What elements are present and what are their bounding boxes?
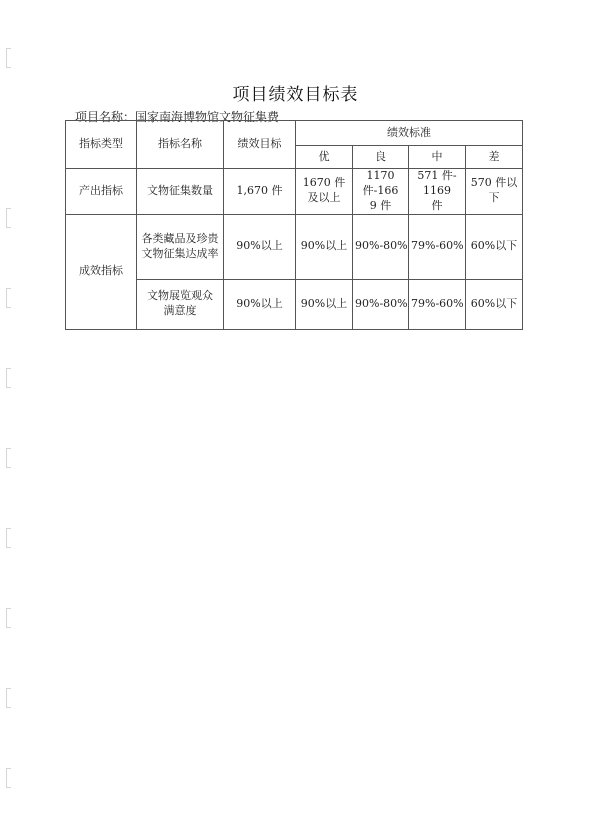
header-indicator-type: 指标类型 [66,121,137,169]
grade-poor-value: 60%以下 [466,214,523,279]
grade-poor-value: 60%以下 [466,279,523,329]
grade-medium: 中 [409,146,466,169]
indicator-type: 产出指标 [66,169,137,215]
indicator-name: 文物征集数量 [137,169,224,215]
grade-excellent: 优 [296,146,353,169]
target-value: 1,670 件 [224,169,296,215]
header-target: 绩效目标 [224,121,296,169]
grade-poor: 差 [466,146,523,169]
target-value: 90%以上 [224,214,296,279]
binding-mark [6,288,11,308]
table-row [66,169,523,215]
page-title: 项目绩效目标表 [232,85,359,105]
binding-mark [6,608,11,628]
header-row [66,121,523,146]
binding-mark [6,208,11,228]
indicator-name: 文物展览观众满意度 [137,279,224,329]
performance-table [65,120,523,330]
indicator-type: 成效指标 [66,214,137,329]
grade-medium-value: 79%-60% [409,214,466,279]
indicator-name: 各类藏品及珍贵文物征集达成率 [137,214,224,279]
binding-mark [6,768,11,788]
grade-poor-value: 570 件以下 [466,169,523,215]
grade-excellent-value: 90%以上 [296,214,353,279]
binding-mark [6,528,11,548]
table-row [66,214,523,279]
grade-good: 良 [353,146,409,169]
binding-mark [6,368,11,388]
binding-mark [6,688,11,708]
grade-good-value: 1170 件-1669 件 [353,169,409,215]
project-name: 国家南海博物馆文物征集费 [135,110,280,124]
header-indicator-name: 指标名称 [137,121,224,169]
grade-good-value: 90%-80% [353,279,409,329]
grade-medium-value: 79%-60% [409,279,466,329]
target-value: 90%以上 [224,279,296,329]
grade-excellent-value: 1670 件及以上 [296,169,353,215]
header-standard: 绩效标准 [296,121,523,146]
grade-good-value: 90%-80% [353,214,409,279]
project-label: 项目名称： [75,110,136,124]
binding-mark [6,448,11,468]
binding-mark [6,48,11,68]
grade-medium-value: 571 件-1169 件 [409,169,466,215]
grade-excellent-value: 90%以上 [296,279,353,329]
